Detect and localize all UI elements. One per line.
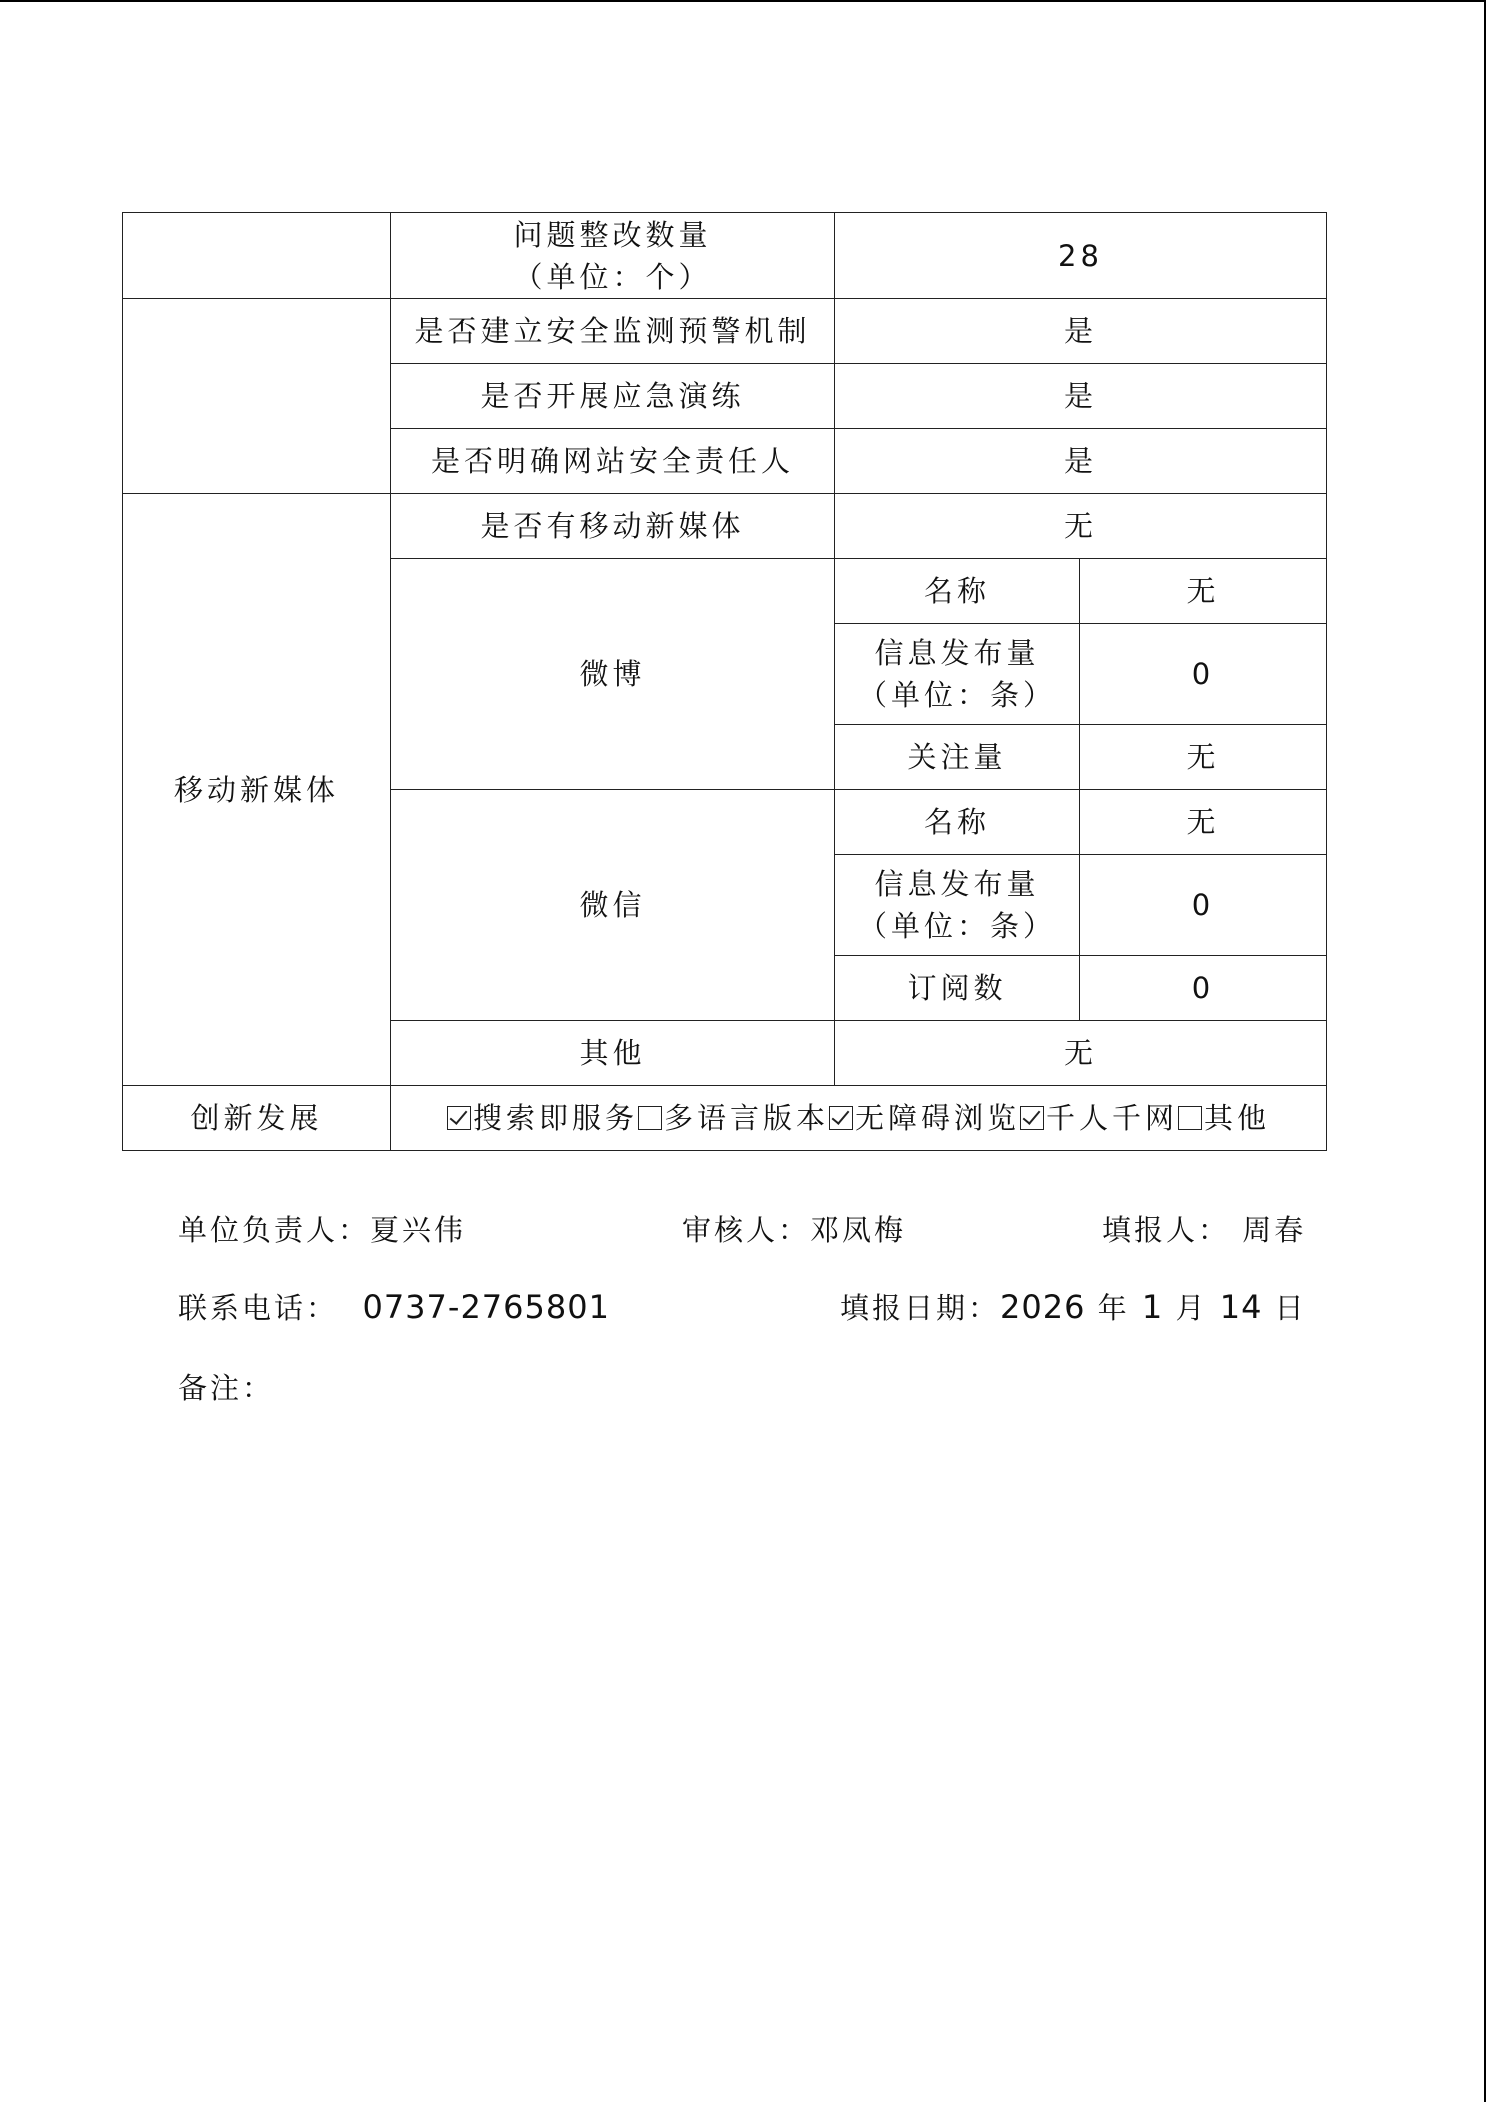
- filler: [1102, 1208, 1306, 1249]
- table-row: [123, 1086, 1327, 1151]
- checkbox-icon[interactable]: [447, 1106, 471, 1130]
- weibo-publish-value: 0: [1080, 624, 1327, 725]
- security-monitor-value: 是: [835, 299, 1327, 364]
- table-row: [123, 213, 1327, 299]
- weibo-name-label: 名称: [835, 559, 1080, 624]
- security-monitor-label: 是否建立安全监测预警机制: [391, 299, 835, 364]
- table-row: [123, 299, 1327, 364]
- phone-label: 联系电话：: [178, 1291, 339, 1325]
- empty-section-cell: [123, 213, 391, 299]
- weibo-name-value: 无: [1080, 559, 1327, 624]
- fill-date: [840, 1286, 1307, 1327]
- date-year: 2026: [1000, 1288, 1086, 1326]
- wechat-subscribe-label: 订阅数: [835, 956, 1080, 1021]
- checkbox-icon[interactable]: [638, 1106, 662, 1130]
- wechat-subscribe-value: 0: [1080, 956, 1327, 1021]
- other-media-label: 其他: [391, 1021, 835, 1086]
- other-media-value: 无: [835, 1021, 1327, 1086]
- date-month: 1: [1141, 1288, 1164, 1326]
- emergency-drill-label: 是否开展应急演练: [391, 364, 835, 429]
- innovation-section: 创新发展: [123, 1086, 391, 1151]
- security-owner-label: 是否明确网站安全责任人: [391, 429, 835, 494]
- date-day: 14: [1219, 1288, 1263, 1326]
- filler-name: 周春: [1242, 1213, 1307, 1247]
- security-section-cell: [123, 299, 391, 494]
- innovation-option-label: 千人千网: [1046, 1101, 1179, 1135]
- weibo-label: 微博: [391, 559, 835, 790]
- innovation-option-label: 其他: [1204, 1101, 1271, 1135]
- rectify-count-value: 28: [835, 213, 1327, 299]
- reviewer-name: 邓凤梅: [810, 1213, 907, 1247]
- innovation-options: [391, 1086, 1327, 1151]
- checkbox-icon[interactable]: [829, 1106, 853, 1130]
- date-label: 填报日期：: [840, 1291, 1001, 1325]
- wechat-name-label: 名称: [835, 790, 1080, 855]
- checkbox-icon[interactable]: [1020, 1106, 1044, 1130]
- date-year-unit: 年: [1097, 1291, 1130, 1325]
- contact-phone: [178, 1286, 610, 1327]
- wechat-publish-value: 0: [1080, 855, 1327, 956]
- phone-number: 0737-2765801: [362, 1288, 610, 1326]
- rectify-count-label: 问题整改数量 （单位：个）: [391, 213, 835, 299]
- leader-name: 夏兴伟: [370, 1213, 467, 1247]
- date-month-unit: 月: [1175, 1291, 1208, 1325]
- leader-label: 单位负责人：: [178, 1213, 371, 1247]
- remark: [178, 1366, 274, 1407]
- filler-label: 填报人：: [1102, 1213, 1231, 1247]
- mobile-media-section: 移动新媒体: [123, 494, 391, 1086]
- has-mobile-media-value: 无: [835, 494, 1327, 559]
- innovation-option-label: 无障碍浏览: [854, 1101, 1020, 1135]
- weibo-follow-value: 无: [1080, 725, 1327, 790]
- remark-label: 备注：: [178, 1371, 275, 1405]
- innovation-option-label: 搜索即服务: [472, 1101, 638, 1135]
- reviewer-label: 审核人：: [682, 1213, 811, 1247]
- reviewer: [682, 1208, 906, 1249]
- unit-leader: [178, 1208, 466, 1249]
- report-table: [122, 212, 1327, 1151]
- weibo-follow-label: 关注量: [835, 725, 1080, 790]
- security-owner-value: 是: [835, 429, 1327, 494]
- emergency-drill-value: 是: [835, 364, 1327, 429]
- wechat-publish-label: 信息发布量 （单位：条）: [835, 855, 1080, 956]
- checkbox-icon[interactable]: [1178, 1106, 1202, 1130]
- wechat-name-value: 无: [1080, 790, 1327, 855]
- has-mobile-media-label: 是否有移动新媒体: [391, 494, 835, 559]
- date-day-unit: 日: [1274, 1291, 1307, 1325]
- innovation-option-label: 多语言版本: [663, 1101, 829, 1135]
- wechat-label: 微信: [391, 790, 835, 1021]
- table-row: [123, 494, 1327, 559]
- weibo-publish-label: 信息发布量 （单位：条）: [835, 624, 1080, 725]
